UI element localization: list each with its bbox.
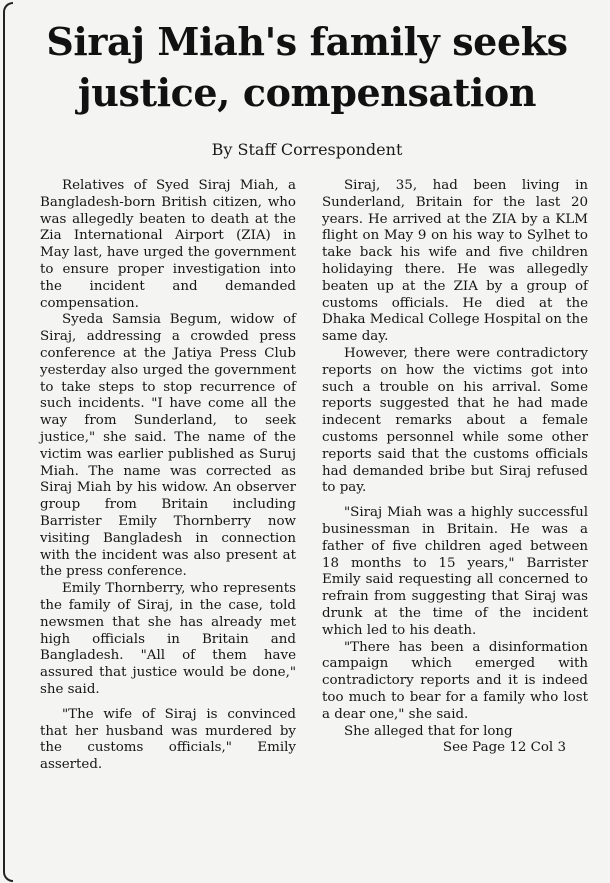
- paragraph: Siraj, 35, had been living in Sunderland, Britain for the last 20 years. He arrived at the ZIA by a KLM flight on May 9 on his way to Sylhet to take back his wife and five children holidaying there. He was allegedly beaten up at the ZIA by a group of customs officials. He died at the Dhaka Medical College Hospital on the same day.: [322, 178, 589, 345]
- paragraph: "There has been a disinformation campaign which emerged with contradictory reports and it is indeed too much to bear for a family who lost a dear one," she said.: [322, 639, 588, 722]
- paragraph: "The wife of Siraj is convinced that her husband was murdered by the customs officials," Emily asserted.: [40, 706, 296, 773]
- continuation-line: See Page 12 Col 3: [442, 740, 566, 756]
- byline: By Staff Correspondent: [211, 140, 403, 159]
- paragraph: "Siraj Miah was a highly successful businessman in Britain. He was a father of five children aged between 18 months to 15 years," Barrister Emily said requesting all concerned to refrain from suggesting that Siraj was drunk at the time of the incident which led to his death.: [322, 505, 588, 638]
- paragraph: Syeda Samsia Begum, widow of Siraj, addressing a crowded press conference at the Jatiya Press Club yesterday also urged the government to take steps to stop recurrence of such incidents. "I have come all the way from Sunderland, to seek justice," she said. The name of the victim was earlier published as Suruj Miah. The name was corrected as Siraj Miah by his widow. An observer group from Britain including Barrister Emily Thornberry now visiting Bangladesh in connection with the incident was also present at the press conference.: [40, 312, 296, 580]
- headline: Siraj Miah's family seeks justice, compensation: [46, 19, 568, 115]
- paragraph: She alleged that for long: [344, 723, 513, 739]
- column-rule-bracket: [3, 2, 13, 882]
- paragraph: However, there were contradictory reports on how the victims got into such a trouble on his arrival. Some reports suggested that he had made indecent remarks about a female customs personnel while some other reports said that the customs officials had demanded bribe but Siraj refused to pay.: [322, 345, 588, 496]
- paragraph: Emily Thornberry, who represents the family of Siraj, in the case, told newsmen that she has already met high officials in Britain and Bangladesh. "All of them have assured that justice would be done," she said.: [40, 581, 296, 697]
- article-column-right: [322, 178, 588, 757]
- article-column-left: [40, 178, 296, 774]
- paragraph: Relatives of Syed Siraj Miah, a Bangladesh-born British citizen, who was allegedly beaten to death at the Zia International Airport (ZIA) in May last, have urged the government to ensure proper investigation into the incident and demanded compensation.: [40, 178, 296, 311]
